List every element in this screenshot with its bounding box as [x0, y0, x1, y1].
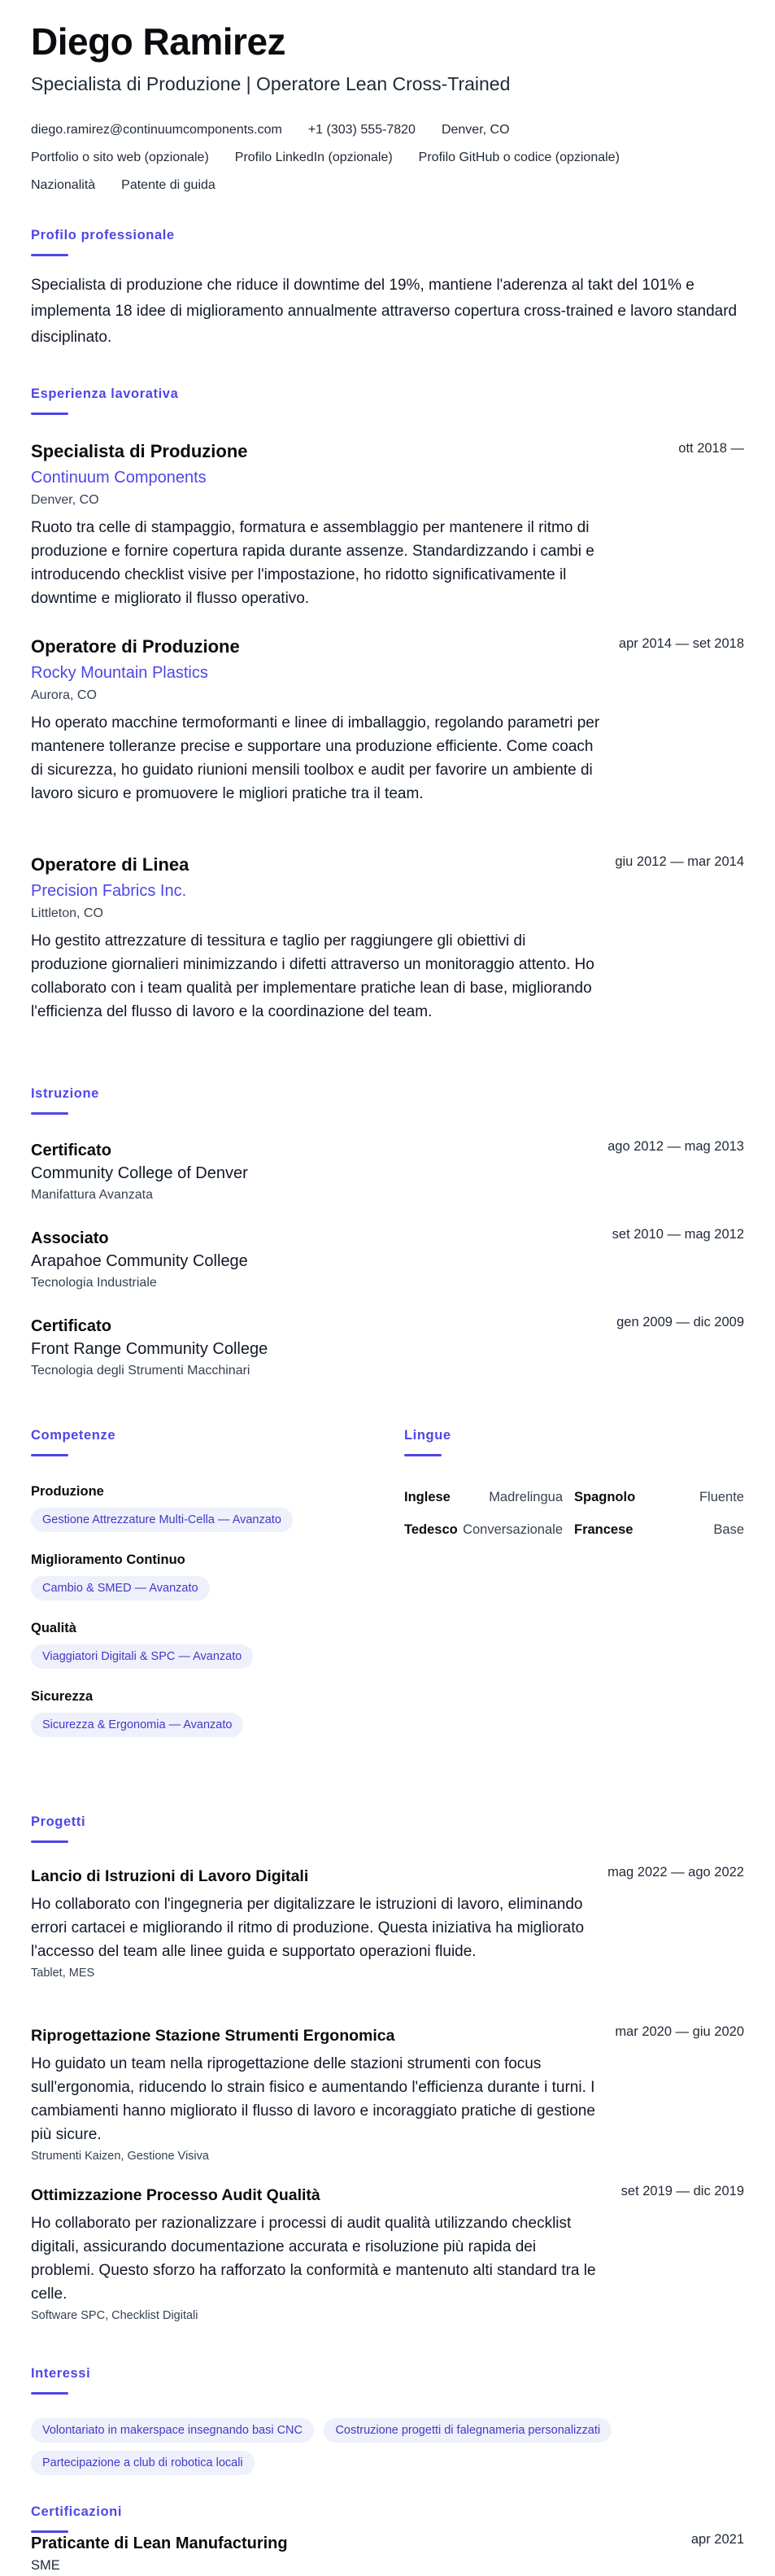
- section-title-summary: Profilo professionale: [31, 228, 175, 242]
- language-name: Inglese: [404, 1489, 451, 1504]
- language-name: Francese: [574, 1522, 633, 1537]
- project-entry: [31, 1865, 744, 1983]
- project-tags: Software SPC, Checklist Digitali: [31, 2309, 198, 2322]
- job-description: Ho operato macchine termoformanti e linee di imballaggio, regolando parametri per mantenere tolleranze precise e supportare una produzione efficiente. Come coach di sicurezza, ho guidato riunioni mensili toolbox e audit per favorire un ambiente di lavoro sicuro e promuovere le migliori pratiche tra il team.: [31, 714, 600, 802]
- job-company[interactable]: Rocky Mountain Plastics: [31, 664, 208, 682]
- cert-date: apr 2021: [690, 2532, 744, 2547]
- contact-location: Denver, CO: [441, 123, 510, 137]
- edu-school: Front Range Community College: [31, 1340, 268, 1358]
- job-title: Operatore di Linea: [31, 854, 189, 875]
- job-date: giu 2012 — mar 2014: [615, 854, 744, 869]
- edu-degree: Certificato: [31, 1317, 111, 1335]
- language-level: Conversazionale: [463, 1522, 563, 1537]
- summary-text: Specialista di produzione che riduce il downtime del 19%, mantiene l'aderenza al takt del 101% e implementa 18 idee di miglioramento annualmente attraverso copertura cross-trained e lavoro standard disciplinato.: [31, 277, 738, 346]
- education-entry: [31, 1315, 744, 1382]
- section-title-skills: Competenze: [31, 1428, 116, 1443]
- skill-chip: Cambio & SMED — Avanzato: [31, 1576, 210, 1600]
- education-entry: [31, 1139, 744, 1206]
- language-item: [574, 1522, 744, 1538]
- skill-chip: Viaggiatori Digitali & SPC — Avanzato: [31, 1644, 253, 1669]
- project-description: Ho collaborato per razionalizzare i processi di audit qualità utilizzando checklist digitali, assicurando documentazione accurata e risoluzione più rapida dei problemi. Questo sforzo ha rafforzato la conformità e mantenuto alti standard tra le celle.: [31, 2215, 596, 2303]
- contact-block: [31, 116, 744, 199]
- project-tags: Strumenti Kaizen, Gestione Visiva: [31, 2150, 209, 2163]
- contact-row-primary: [31, 116, 744, 144]
- contact-row-links: [31, 144, 744, 172]
- job-location: Denver, CO: [31, 493, 99, 507]
- candidate-headline: Specialista di Produzione | Operatore Lean Cross-Trained: [31, 73, 511, 94]
- project-date: mag 2022 — ago 2022: [607, 1865, 744, 1880]
- interests-list: [31, 2418, 744, 2483]
- skill-group: [31, 1481, 389, 1532]
- edu-date: gen 2009 — dic 2009: [616, 1315, 744, 1329]
- project-description: Ho collaborato con l'ingegneria per digitalizzare le istruzioni di lavoro, eliminando errori cartacei e migliorando il ritmo di produzione. Questa iniziativa ha migliorato l'accesso del team alle linee guida e supportato operazioni fluide.: [31, 1896, 585, 1960]
- language-item: [574, 1490, 744, 1505]
- job-title: Specialista di Produzione: [31, 441, 248, 461]
- job-title: Operatore di Produzione: [31, 636, 240, 657]
- contact-github-link[interactable]: Profilo GitHub o codice (opzionale): [418, 151, 620, 164]
- contact-linkedin-link[interactable]: Profilo LinkedIn (opzionale): [234, 151, 393, 164]
- job-location: Littleton, CO: [31, 906, 103, 920]
- project-date: set 2019 — dic 2019: [620, 2184, 744, 2198]
- section-title-experience: Esperienza lavorativa: [31, 386, 179, 401]
- project-title: Ottimizzazione Processo Audit Qualità: [31, 2186, 320, 2204]
- language-name: Spagnolo: [574, 1489, 636, 1504]
- edu-degree: Associato: [31, 1229, 109, 1247]
- experience-entry: [31, 635, 744, 806]
- job-date: ott 2018 —: [678, 441, 744, 456]
- skill-group: [31, 1618, 389, 1669]
- section-title-projects: Progetti: [31, 1814, 86, 1829]
- skill-category: Produzione: [31, 1484, 104, 1499]
- languages-row: [404, 1481, 744, 1513]
- experience-entry: [31, 439, 744, 610]
- project-date: mar 2020 — giu 2020: [615, 2024, 744, 2039]
- section-title-certifications: Certificazioni: [31, 2504, 123, 2519]
- contact-email[interactable]: diego.ramirez@continuumcomponents.com: [31, 123, 282, 137]
- job-location: Aurora, CO: [31, 688, 97, 702]
- interest-chip: Costruzione progetti di falegnameria personalizzati: [324, 2418, 612, 2443]
- job-company[interactable]: Continuum Components: [31, 469, 207, 487]
- job-date: apr 2014 — set 2018: [618, 636, 744, 651]
- skill-chip: Sicurezza & Ergonomia — Avanzato: [31, 1713, 243, 1737]
- project-title: Riprogettazione Stazione Strumenti Ergonomica: [31, 2027, 395, 2045]
- job-description: Ho gestito attrezzature di tessitura e taglio per raggiungere gli obiettivi di produzione giornalieri minimizzando i difetti attraverso un monitoraggio attento. Ho collaborato con i team qualità per implementare pratiche lean di base, migliorando l'efficienza del flusso di lavoro e la coordinazione del team.: [31, 932, 594, 1020]
- edu-field: Manifattura Avanzata: [31, 1188, 154, 1202]
- section-title-interests: Interessi: [31, 2366, 91, 2381]
- contact-phone[interactable]: +1 (303) 555-7820: [307, 123, 416, 137]
- section-title-languages: Lingue: [404, 1428, 451, 1443]
- edu-degree: Certificato: [31, 1142, 111, 1159]
- education-entry: [31, 1227, 744, 1294]
- job-description: Ruoto tra celle di stampaggio, formatura e assemblaggio per mantenere il ritmo di produzione e fornire copertura rapida durante assenze. Standardizzando i cambi e introducendo checklist visive per l'impostazione, ho ridotto significativamente il downtime e migliorato il flusso operativo.: [31, 519, 594, 607]
- edu-school: Community College of Denver: [31, 1164, 248, 1182]
- contact-portfolio-link[interactable]: Portfolio o sito web (opzionale): [31, 151, 209, 164]
- edu-field: Tecnologia Industriale: [31, 1276, 157, 1290]
- skills-list: [31, 1481, 389, 1754]
- language-item: [404, 1522, 574, 1538]
- project-description: Ho guidato un team nella riprogettazione delle stazioni strumenti con focus sull'ergonomia, riducendo lo strain fisico e aumentando l'efficienza durante i turni. I cambiamenti hanno migliorato il flusso di lavoro e incoraggiato pratiche di gestione più sicure.: [31, 2055, 595, 2143]
- edu-field: Tecnologia degli Strumenti Macchinari: [31, 1364, 250, 1378]
- language-item: [404, 1490, 574, 1505]
- section-title-education: Istruzione: [31, 1086, 99, 1101]
- edu-date: ago 2012 — mag 2013: [607, 1139, 744, 1154]
- contact-nationality: Nazionalità: [31, 178, 96, 192]
- edu-school: Arapahoe Community College: [31, 1252, 248, 1270]
- certification-entry: [31, 2532, 744, 2576]
- skill-chip: Gestione Attrezzature Multi-Cella — Avanzato: [31, 1508, 293, 1532]
- skill-group: [31, 1686, 389, 1737]
- candidate-name: Diego Ramirez: [31, 20, 286, 63]
- language-level: Fluente: [699, 1489, 744, 1504]
- skill-category: Sicurezza: [31, 1689, 94, 1704]
- languages-row: [404, 1513, 744, 1546]
- language-name: Tedesco: [404, 1522, 458, 1537]
- skill-category: Miglioramento Continuo: [31, 1552, 185, 1567]
- experience-entry: [31, 853, 744, 1024]
- cert-issuer: SME: [31, 2558, 60, 2573]
- project-entry: [31, 2024, 744, 2166]
- languages-list: [404, 1481, 744, 1546]
- project-tags: Tablet, MES: [31, 1967, 95, 1980]
- job-company[interactable]: Precision Fabrics Inc.: [31, 882, 187, 900]
- language-level: Base: [713, 1522, 744, 1537]
- interest-chip: Volontariato in makerspace insegnando basi CNC: [31, 2418, 314, 2443]
- project-entry: [31, 2184, 744, 2325]
- interest-chip: Partecipazione a club di robotica locali: [31, 2451, 255, 2475]
- edu-date: set 2010 — mag 2012: [612, 1227, 744, 1242]
- language-level: Madrelingua: [489, 1489, 563, 1504]
- skill-group: [31, 1549, 389, 1600]
- skill-category: Qualità: [31, 1621, 76, 1635]
- cert-title: Praticante di Lean Manufacturing: [31, 2535, 288, 2552]
- contact-license: Patente di guida: [121, 178, 216, 192]
- contact-row-extra: [31, 172, 744, 199]
- project-title: Lancio di Istruzioni di Lavoro Digitali: [31, 1867, 309, 1885]
